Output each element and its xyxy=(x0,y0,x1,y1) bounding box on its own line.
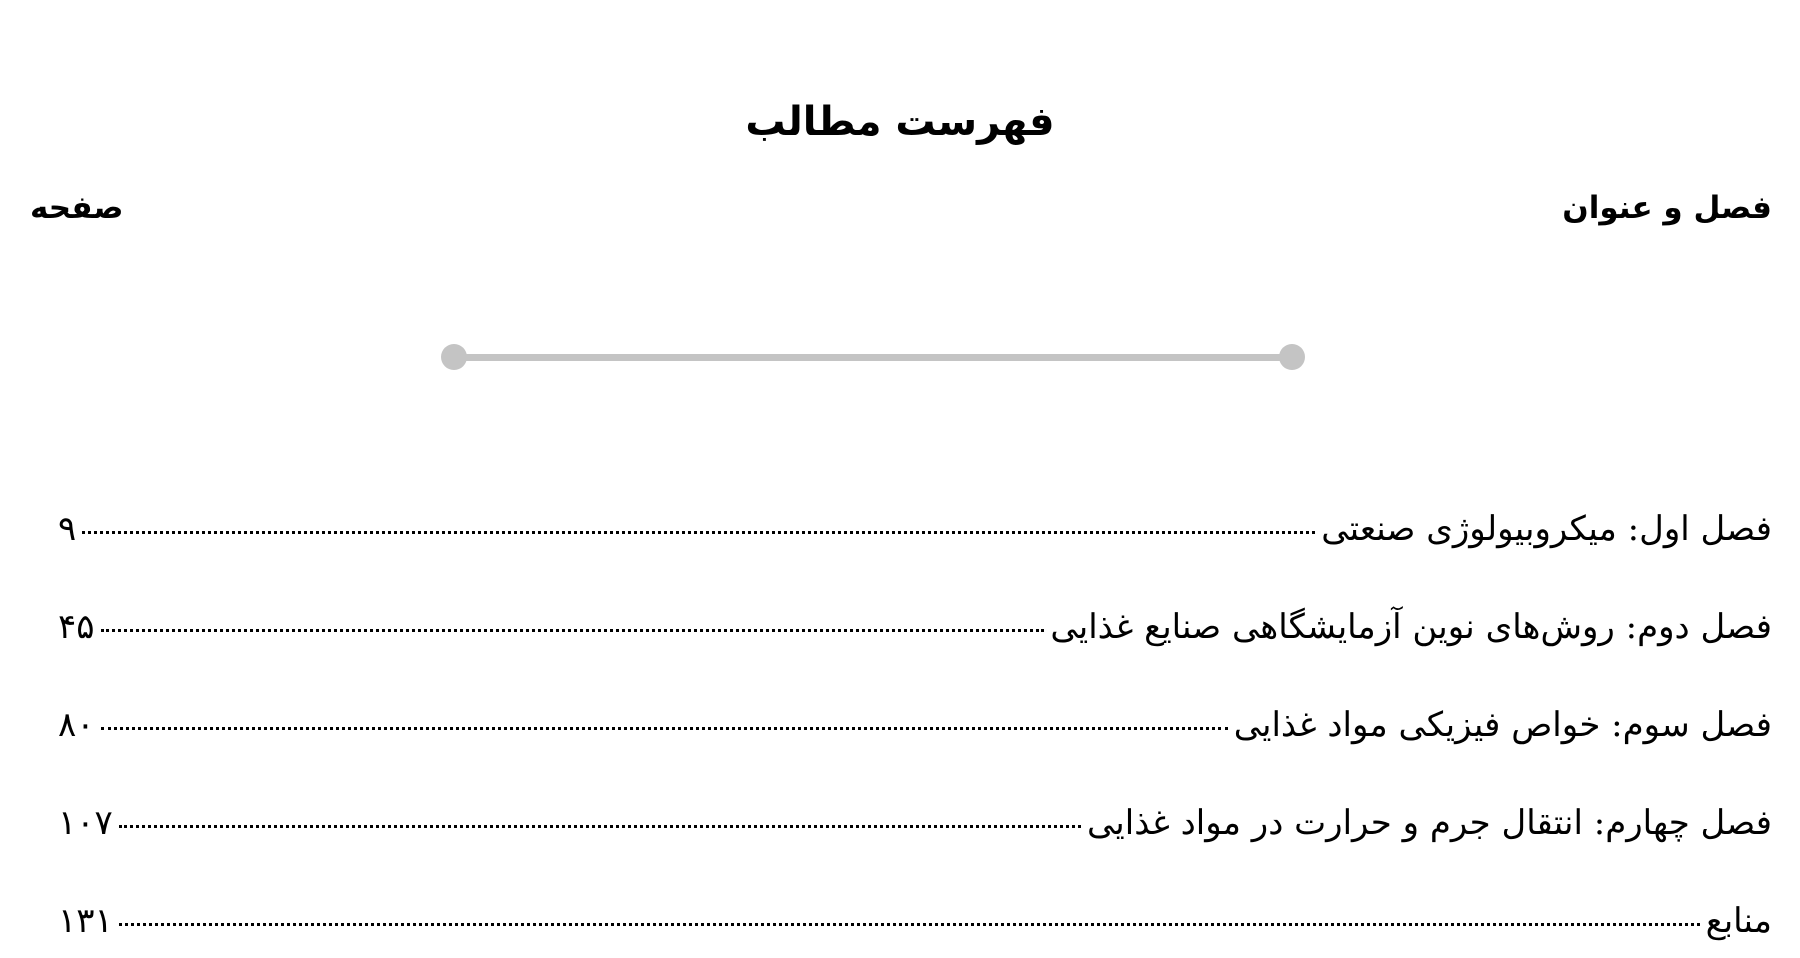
column-header-page: صفحه xyxy=(30,190,124,226)
toc-entry-references[interactable] xyxy=(58,897,1772,958)
toc-entry-title[interactable]: فصل سوم: خواص فیزیکی مواد غذایی xyxy=(1233,705,1772,745)
toc-entry-page: ۱۳۱ xyxy=(58,901,113,941)
toc-entry-title[interactable]: فصل اول: میکروبیولوژی صنعتی xyxy=(1321,509,1772,549)
toc-entry-page: ۸۰ xyxy=(58,705,95,745)
toc-dot-leader xyxy=(101,727,1228,730)
toc-entry-chapter-3[interactable] xyxy=(58,701,1772,799)
toc-entry-page: ۱۰۷ xyxy=(58,803,113,843)
page-title: فهرست مطالب xyxy=(745,99,1055,145)
toc-dot-leader xyxy=(101,629,1045,632)
column-header-chapter-title: فصل و عنوان xyxy=(1562,190,1772,226)
toc-entry-title[interactable]: فصل دوم: روش‌های نوین آزمایشگاهی صنایع غذایی xyxy=(1050,607,1772,647)
toc-entry-chapter-4[interactable] xyxy=(58,799,1772,897)
decorative-divider xyxy=(441,344,1305,370)
toc-entry-title[interactable]: منابع xyxy=(1705,901,1772,941)
toc-entry-page: ۴۵ xyxy=(58,607,95,647)
toc-dot-leader xyxy=(82,531,1315,534)
toc-dot-leader xyxy=(119,923,1700,926)
toc-entry-page: ۹ xyxy=(58,509,77,549)
divider-dot-right xyxy=(1279,344,1305,370)
toc-entry-chapter-2[interactable] xyxy=(58,603,1772,701)
toc-entry-chapter-1[interactable] xyxy=(58,505,1772,603)
toc-dot-leader xyxy=(119,825,1081,828)
divider-line xyxy=(453,354,1293,361)
table-of-contents xyxy=(58,505,1772,958)
toc-entry-title[interactable]: فصل چهارم: انتقال جرم و حرارت در مواد غذایی xyxy=(1086,803,1772,843)
